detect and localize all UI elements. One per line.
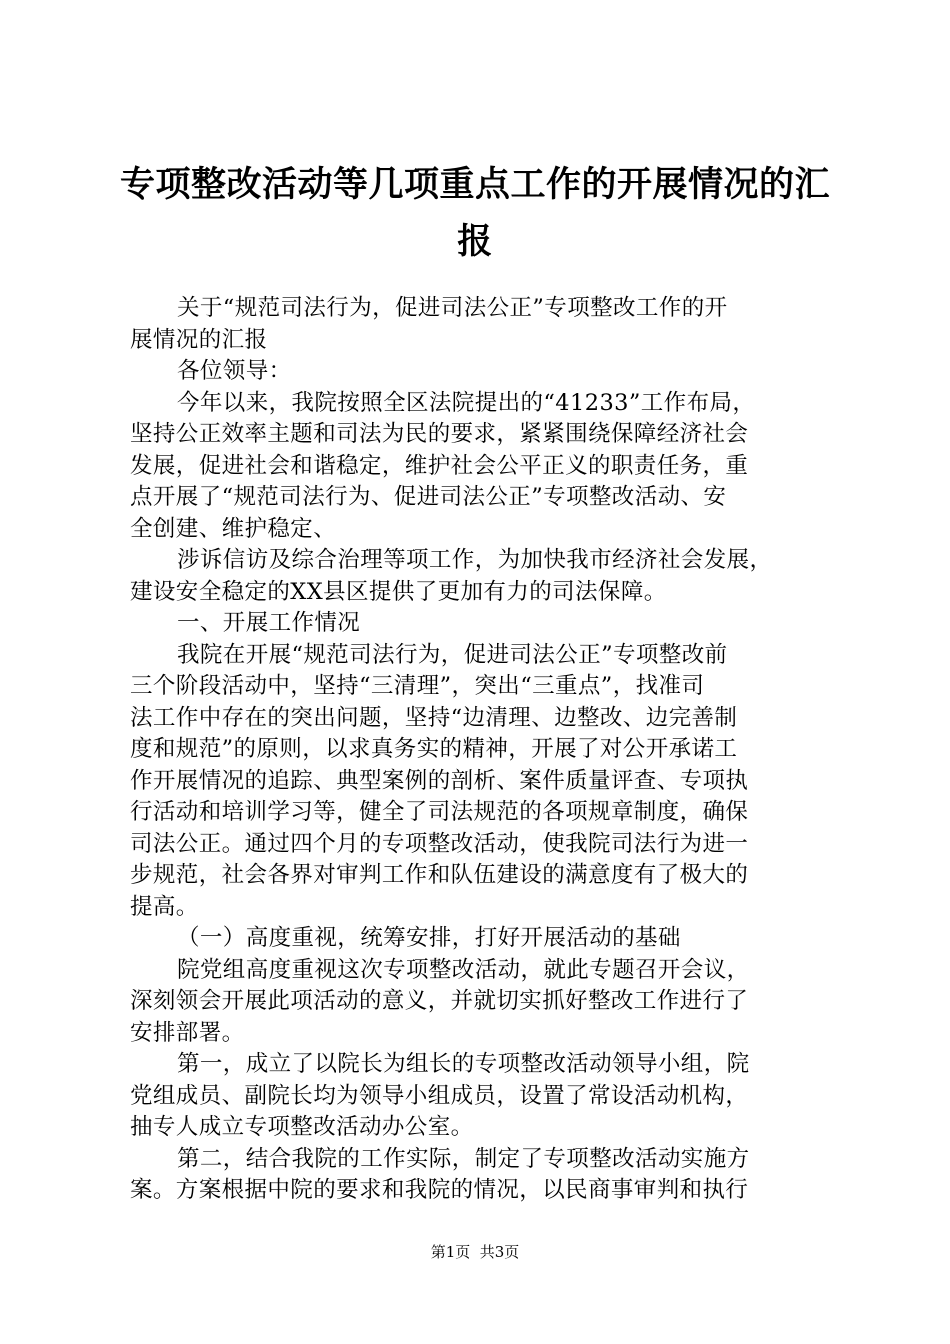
body-text-line: 我院在开展“规范司法行为，促进司法公正”专项整改前 [177,641,728,668]
body-text-line: 深刻领会开展此项活动的意义，并就切实抓好整改工作进行了 [130,988,749,1014]
body-text-line: 司法公正。通过四个月的专项整改活动，使我院司法行为进一 [130,830,749,857]
body-text-line: 度和规范”的原则，以求真务实的精神，开展了对公开承诺工 [130,736,738,762]
page-number-footer: 第1页 共3页 [430,1243,520,1261]
body-text-line: 安排部署。 [130,1019,245,1046]
body-text-line: 发展，促进社会和谐稳定，维护社会公平正义的职责任务，重 [130,452,749,479]
body-text-line: 一、开展工作情况 [177,610,361,636]
document-body [130,293,830,1207]
body-text-line: 作开展情况的追踪、典型案例的剖析、案件质量评查、专项执 [130,767,749,794]
document-title-line-1: 专项整改活动等几项重点工作的开展情况的汇 [119,165,830,205]
body-text-line: 全创建、维护稳定、 [130,515,337,542]
body-text-line: 第二，结合我院的工作实际，制定了专项整改活动实施方 [177,1145,750,1172]
body-text-line: 展情况的汇报 [130,326,268,353]
body-text-line: 三个阶段活动中，坚持“三清理”，突出“三重点”，找准司 [130,673,705,699]
body-text-line: 建设安全稳定的XX县区提供了更加有力的司法保障。 [130,578,667,605]
body-text-line: 第一，成立了以院长为组长的专项整改活动领导小组，院 [177,1051,750,1077]
body-text-line: 步规范，社会各界对审判工作和队伍建设的满意度有了极大的 [130,862,749,888]
body-text-line: （一）高度重视，统筹安排，打好开展活动的基础 [177,925,681,951]
body-text-line: 涉诉信访及综合治理等项工作，为加快我市经济社会发展， [177,547,773,573]
body-text-line: 各位领导： [177,358,292,384]
body-text-line: 院党组高度重视这次专项整改活动，就此专题召开会议， [177,956,750,983]
body-text-line: 提高。 [130,893,199,920]
body-text-line: 案。方案根据中院的要求和我院的情况，以民商事审判和执行 [130,1177,749,1203]
body-text-line: 党组成员、副院长均为领导小组成员，设置了常设活动机构， [130,1082,749,1109]
body-text-line: 抽专人成立专项整改活动办公室。 [130,1114,474,1140]
document-title-line-2: 报 [457,222,493,262]
body-text-line: 坚持公正效率主题和司法为民的要求，紧紧围绕保障经济社会 [130,421,749,447]
body-text-line: 法工作中存在的突出问题，坚持“边清理、边整改、边完善制 [130,704,738,731]
body-text-line: 今年以来，我院按照全区法院提出的“41233”工作布局， [177,389,756,416]
body-text-line: 点开展了“规范司法行为、促进司法公正”专项整改活动、安 [130,484,727,510]
body-text-line: 行活动和培训学习等，健全了司法规范的各项规章制度，确保 [130,799,749,825]
body-text-line: 关于“规范司法行为，促进司法公正”专项整改工作的开 [177,295,728,321]
